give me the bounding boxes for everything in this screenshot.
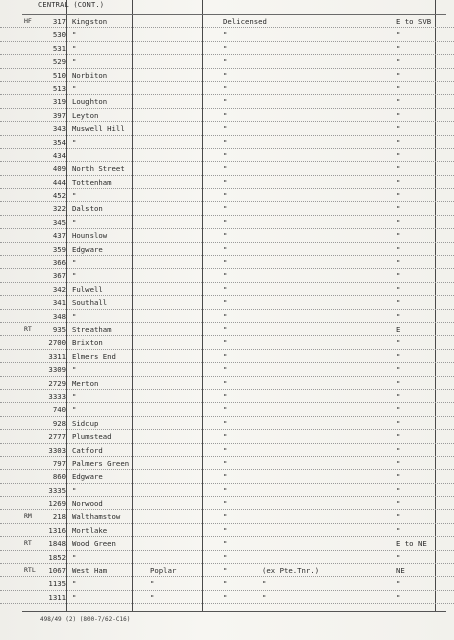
direction: ": [396, 97, 401, 107]
licence-status: ": [223, 70, 228, 80]
vehicle-number: 3335: [48, 485, 66, 495]
direction: ": [396, 258, 401, 268]
direction: ": [396, 405, 401, 415]
vehicle-number: 2777: [48, 432, 66, 442]
vehicle-number: 354: [52, 137, 66, 147]
table-row: [0, 390, 454, 403]
vehicle-number: 434: [52, 150, 66, 160]
vehicle-number: 437: [52, 231, 66, 241]
garage-name: Palmers Green: [72, 458, 130, 468]
direction: ": [396, 432, 401, 442]
vehicle-number: 366: [52, 258, 66, 268]
licence-status: ": [223, 324, 228, 334]
garage-name: ": [72, 271, 77, 281]
licence-status: ": [223, 124, 228, 134]
garage-name: Southall: [72, 298, 108, 308]
direction: ": [396, 525, 401, 535]
table-row: [0, 109, 454, 122]
licence-status: ": [223, 592, 228, 602]
licence-status: Delicensed: [223, 17, 267, 26]
garage-name: Hounslow: [72, 231, 108, 241]
vehicle-number: 1135: [48, 579, 66, 589]
garage-name: North Street: [72, 164, 125, 174]
garage-name: Wood Green: [72, 539, 116, 549]
licence-status: ": [223, 552, 228, 562]
licence-status: ": [223, 311, 228, 321]
garage-name: Dalston: [72, 204, 103, 214]
table-row: [0, 363, 454, 376]
garage-name: ": [72, 191, 77, 201]
table-row: [0, 350, 454, 363]
garage-name: Catford: [72, 445, 103, 455]
licence-status: ": [223, 458, 228, 468]
garage-name: Brixton: [72, 338, 103, 348]
table-row: [0, 28, 454, 41]
direction: ": [396, 351, 401, 361]
licence-status: ": [223, 244, 228, 254]
direction: ": [396, 592, 401, 602]
licence-status: ": [223, 365, 228, 375]
vehicle-number: 452: [52, 191, 66, 201]
vehicle-number: 348: [52, 311, 66, 321]
ledger-rows: [0, 15, 454, 604]
licence-status: ": [223, 405, 228, 415]
garage-name: Elmers End: [72, 351, 116, 361]
vehicle-number: 367: [52, 271, 66, 281]
licence-status: ": [223, 164, 228, 174]
licence-status: ": [223, 97, 228, 107]
vehicle-number: 797: [52, 458, 66, 468]
vehicle-number: 218: [52, 512, 66, 522]
garage-name: Sidcup: [72, 418, 99, 428]
garage-name: ": [72, 258, 77, 268]
direction: ": [396, 177, 401, 187]
vehicle-number: 409: [52, 164, 66, 174]
vehicle-prefix: RTL: [24, 566, 36, 575]
form-reference: 498/49 (2) (800-7/62-C16): [40, 616, 131, 623]
vehicle-number: 860: [52, 472, 66, 482]
licence-status: ": [223, 418, 228, 428]
garage-name: Edgware: [72, 244, 103, 254]
direction: ": [396, 191, 401, 201]
garage-name: ": [72, 592, 77, 602]
direction: ": [396, 271, 401, 281]
transfer-location: ": [150, 592, 155, 602]
direction: ": [396, 391, 401, 401]
vehicle-number: 740: [52, 405, 66, 415]
licence-status: ": [223, 57, 228, 67]
direction: ": [396, 150, 401, 160]
garage-name: ": [72, 30, 77, 40]
table-row: [0, 15, 454, 28]
garage-name: Tottenham: [72, 177, 112, 187]
garage-name: ": [72, 217, 77, 227]
garage-name: ": [72, 365, 77, 375]
table-row: [0, 537, 454, 550]
garage-name: Norwood: [72, 499, 103, 509]
vehicle-number: 3303: [48, 445, 66, 455]
direction: E: [396, 324, 401, 334]
vehicle-prefix: RT: [24, 539, 32, 548]
table-row: [0, 310, 454, 323]
direction: ": [396, 445, 401, 455]
licence-status: ": [223, 258, 228, 268]
garage-name: Muswell Hill: [72, 124, 125, 134]
direction: ": [396, 137, 401, 147]
vehicle-number: 530: [52, 30, 66, 40]
table-row: [0, 176, 454, 189]
table-row: [0, 591, 454, 604]
remark: ": [262, 579, 267, 589]
vehicle-number: 322: [52, 204, 66, 214]
direction: ": [396, 512, 401, 522]
remark: (ex Pte.Tnr.): [262, 566, 320, 576]
bottom-rule: [22, 611, 446, 612]
table-row: [0, 430, 454, 443]
table-row: [0, 122, 454, 135]
licence-status: ": [223, 512, 228, 522]
vehicle-number: 3309: [48, 365, 66, 375]
table-row: [0, 484, 454, 497]
licence-status: ": [223, 525, 228, 535]
table-row: [0, 256, 454, 269]
vehicle-number: 343: [52, 124, 66, 134]
table-row: [0, 296, 454, 309]
direction: ": [396, 378, 401, 388]
licence-status: ": [223, 191, 228, 201]
licence-status: ": [223, 204, 228, 214]
direction: ": [396, 43, 401, 53]
garage-name: West Ham: [72, 566, 108, 576]
table-row: [0, 55, 454, 68]
garage-name: Norbiton: [72, 70, 108, 80]
garage-name: Streatham: [72, 324, 112, 334]
garage-name: ": [72, 57, 77, 67]
licence-status: ": [223, 472, 228, 482]
licence-status: ": [223, 83, 228, 93]
vehicle-prefix: HF: [24, 17, 32, 25]
licence-status: ": [223, 137, 228, 147]
licence-status: ": [223, 566, 228, 576]
garage-name: Leyton: [72, 110, 99, 120]
table-row: [0, 243, 454, 256]
garage-name: ": [72, 485, 77, 495]
transfer-location: ": [150, 579, 155, 589]
licence-status: ": [223, 110, 228, 120]
direction: ": [396, 244, 401, 254]
garage-name: ": [72, 83, 77, 93]
direction: ": [396, 298, 401, 308]
table-row: [0, 323, 454, 336]
licence-status: ": [223, 271, 228, 281]
vehicle-number: 1311: [48, 592, 66, 602]
licence-status: ": [223, 217, 228, 227]
licence-status: ": [223, 445, 228, 455]
garage-name: Merton: [72, 378, 99, 388]
table-row: [0, 69, 454, 82]
licence-status: ": [223, 30, 228, 40]
direction: ": [396, 311, 401, 321]
vehicle-number: 513: [52, 83, 66, 93]
licence-status: ": [223, 351, 228, 361]
direction: E to SVB: [396, 17, 432, 26]
garage-name: Walthamstow: [72, 512, 121, 522]
licence-status: ": [223, 499, 228, 509]
vehicle-prefix: RT: [24, 324, 32, 333]
table-row: [0, 216, 454, 229]
garage-name: Plumstead: [72, 432, 112, 442]
direction: ": [396, 365, 401, 375]
direction: ": [396, 472, 401, 482]
vehicle-number: 1067: [48, 566, 66, 576]
table-row: [0, 403, 454, 416]
direction: ": [396, 30, 401, 40]
table-row: [0, 202, 454, 215]
vehicle-number: 2700: [48, 338, 66, 348]
table-row: [0, 577, 454, 590]
licence-status: ": [223, 579, 228, 589]
direction: ": [396, 552, 401, 562]
vehicle-number: 397: [52, 110, 66, 120]
direction: ": [396, 204, 401, 214]
table-row: [0, 136, 454, 149]
garage-name: Loughton: [72, 97, 108, 107]
direction: ": [396, 124, 401, 134]
direction: ": [396, 164, 401, 174]
vehicle-number: 1316: [48, 525, 66, 535]
table-row: [0, 551, 454, 564]
garage-name: ": [72, 391, 77, 401]
vehicle-number: 319: [52, 97, 66, 107]
table-row: [0, 82, 454, 95]
licence-status: ": [223, 150, 228, 160]
licence-status: ": [223, 298, 228, 308]
vehicle-number: 529: [52, 57, 66, 67]
vehicle-number: 531: [52, 43, 66, 53]
direction: NE: [396, 566, 405, 576]
licence-status: ": [223, 177, 228, 187]
table-row: [0, 564, 454, 577]
table-row: [0, 497, 454, 510]
table-row: [0, 510, 454, 523]
table-row: [0, 470, 454, 483]
direction: ": [396, 231, 401, 241]
vehicle-number: 935: [52, 324, 66, 334]
table-row: [0, 162, 454, 175]
garage-name: ": [72, 552, 77, 562]
table-row: [0, 417, 454, 430]
licence-status: ": [223, 231, 228, 241]
table-row: [0, 189, 454, 202]
licence-status: ": [223, 432, 228, 442]
direction: ": [396, 458, 401, 468]
table-row: [0, 149, 454, 162]
table-row: [0, 229, 454, 242]
direction: ": [396, 338, 401, 348]
direction: ": [396, 284, 401, 294]
vehicle-number: 342: [52, 284, 66, 294]
vehicle-number: 341: [52, 298, 66, 308]
vehicle-prefix: RM: [24, 512, 32, 521]
vehicle-number: 317: [52, 17, 66, 26]
garage-name: Edgware: [72, 472, 103, 482]
garage-name: ": [72, 43, 77, 53]
licence-status: ": [223, 378, 228, 388]
vehicle-number: 444: [52, 177, 66, 187]
vehicle-number: 928: [52, 418, 66, 428]
licence-status: ": [223, 539, 228, 549]
direction: ": [396, 83, 401, 93]
direction: ": [396, 499, 401, 509]
table-row: [0, 524, 454, 537]
section-heading: CENTRAL (CONT.): [38, 1, 105, 9]
garage-name: Mortlake: [72, 525, 108, 535]
vehicle-number: 2729: [48, 378, 66, 388]
table-row: [0, 283, 454, 296]
vehicle-number: 345: [52, 217, 66, 227]
vehicle-number: 3333: [48, 391, 66, 401]
licence-status: ": [223, 338, 228, 348]
vehicle-number: 1269: [48, 499, 66, 509]
table-row: [0, 457, 454, 470]
table-row: [0, 336, 454, 349]
licence-status: ": [223, 485, 228, 495]
direction: ": [396, 579, 401, 589]
direction: ": [396, 485, 401, 495]
transfer-location: Poplar: [150, 566, 177, 576]
vehicle-number: 359: [52, 244, 66, 254]
table-row: [0, 444, 454, 457]
direction: ": [396, 217, 401, 227]
direction: ": [396, 418, 401, 428]
garage-name: ": [72, 311, 77, 321]
vehicle-number: 510: [52, 70, 66, 80]
direction: ": [396, 110, 401, 120]
garage-name: Fulwell: [72, 284, 103, 294]
vehicle-number: 1852: [48, 552, 66, 562]
table-row: [0, 269, 454, 282]
direction: ": [396, 70, 401, 80]
garage-name: Kingston: [72, 17, 108, 26]
table-row: [0, 42, 454, 55]
garage-name: ": [72, 137, 77, 147]
remark: ": [262, 592, 267, 602]
direction: E to NE: [396, 539, 427, 549]
licence-status: ": [223, 284, 228, 294]
licence-status: ": [223, 391, 228, 401]
garage-name: ": [72, 405, 77, 415]
vehicle-number: 3311: [48, 351, 66, 361]
table-row: [0, 377, 454, 390]
table-row: [0, 95, 454, 108]
garage-name: ": [72, 579, 77, 589]
direction: ": [396, 57, 401, 67]
vehicle-number: 1848: [48, 539, 66, 549]
licence-status: ": [223, 43, 228, 53]
